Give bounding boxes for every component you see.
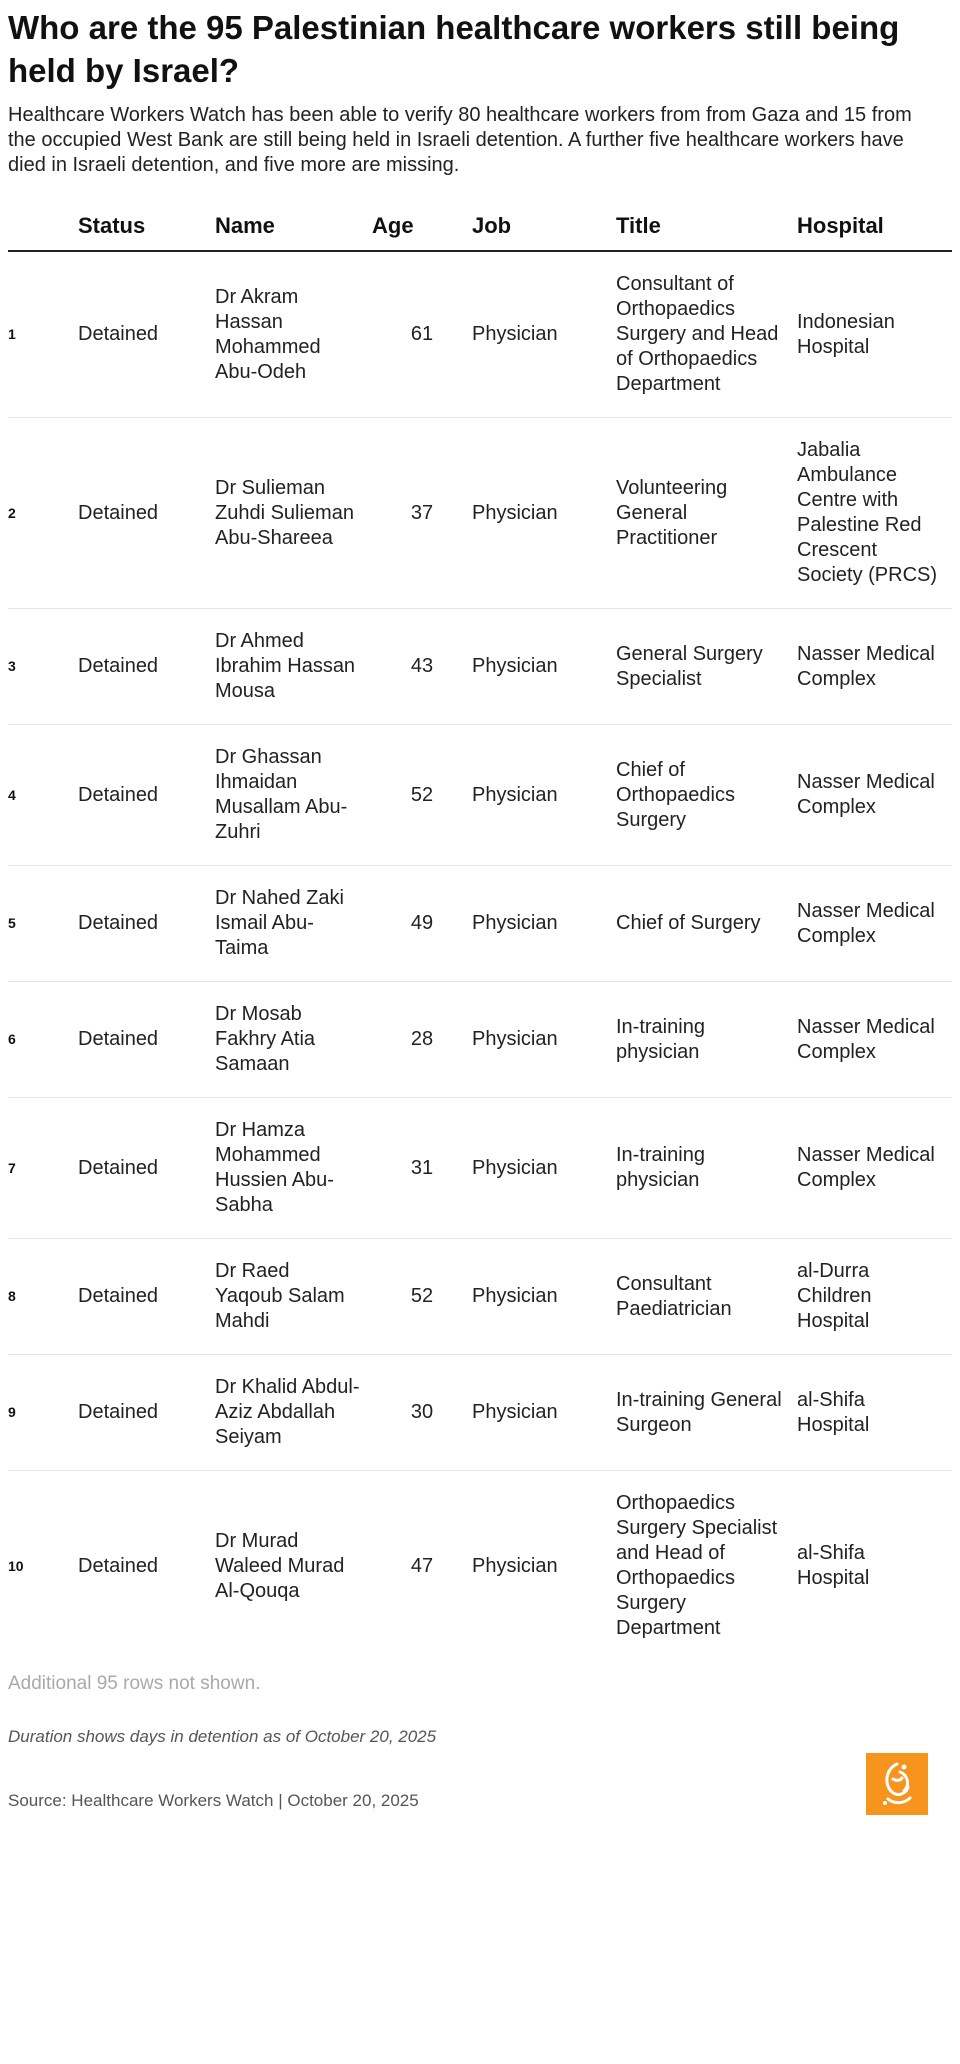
cell-title: Volunteering General Practitioner bbox=[616, 476, 728, 549]
cell-status: Detained bbox=[78, 982, 215, 1098]
cell-age: 47 bbox=[410, 1554, 434, 1577]
table-row bbox=[8, 866, 952, 982]
row-index: 9 bbox=[8, 1355, 78, 1471]
cell-status: Detained bbox=[78, 1239, 215, 1355]
column-header-name[interactable]: Name bbox=[215, 214, 372, 251]
cell-title: Chief of Orthopaedics Surgery bbox=[616, 758, 735, 831]
cell-hospital: al-Durra Children Hospital bbox=[797, 1260, 872, 1332]
cell-title: Chief of Surgery bbox=[616, 912, 761, 934]
page-title: Who are the 95 Palestinian healthcare workers still being held by Israel? bbox=[8, 9, 900, 89]
column-header-index bbox=[8, 214, 78, 251]
intro-text: Healthcare Workers Watch has been able to verify 80 healthcare workers from from Gaza and 15 from the occupied West Bank are still being held in Israeli detention. A further five healthcare workers have died in Israeli detention, and five more are missing. bbox=[8, 104, 912, 176]
cell-title: In-training General Surgeon bbox=[616, 1388, 782, 1436]
cell-hospital: Nasser Medical Complex bbox=[797, 1144, 935, 1191]
cell-status: Detained bbox=[78, 866, 215, 982]
cell-title: Consultant of Orthopaedics Surgery and Head of Orthopaedics Department bbox=[616, 273, 779, 395]
row-index: 4 bbox=[8, 725, 78, 866]
cell-job: Physician bbox=[472, 725, 616, 866]
cell-age: 52 bbox=[372, 725, 472, 866]
column-header-age[interactable]: Age bbox=[372, 214, 472, 251]
logo-mark-icon bbox=[874, 1759, 920, 1809]
source-text: Source: Healthcare Workers Watch | October 20, 2025 bbox=[8, 1791, 419, 1810]
cell-status: Detained bbox=[78, 1098, 215, 1239]
cell-age: 30 bbox=[372, 1355, 472, 1471]
cell-name: Dr Khalid Abdul-Aziz Abdallah Seiyam bbox=[215, 1376, 360, 1448]
table-row bbox=[8, 418, 952, 609]
detainees-table bbox=[8, 214, 952, 1661]
row-index: 2 bbox=[8, 418, 78, 609]
table-row bbox=[8, 982, 952, 1098]
cell-title: Consultant Paediatrician bbox=[616, 1272, 732, 1320]
cell-age: 31 bbox=[372, 1098, 472, 1239]
cell-job: Physician bbox=[472, 418, 616, 609]
cell-hospital: Indonesian Hospital bbox=[797, 310, 895, 358]
cell-name: Dr Akram Hassan Mohammed Abu-Odeh bbox=[215, 285, 321, 383]
row-index: 7 bbox=[8, 1098, 78, 1239]
cell-hospital: al-Shifa Hospital bbox=[797, 1388, 870, 1436]
table-row bbox=[8, 609, 952, 725]
cell-name: Dr Sulieman Zuhdi Sulieman Abu-Shareea bbox=[215, 476, 354, 549]
cell-hospital: Nasser Medical Complex bbox=[797, 771, 935, 818]
cell-name: Dr Hamza Mohammed Hussien Abu-Sabha bbox=[215, 1119, 334, 1216]
cell-age: 43 bbox=[372, 609, 472, 725]
table-header-row bbox=[8, 214, 952, 251]
cell-status: Detained bbox=[78, 251, 215, 418]
cell-hospital: Jabalia Ambulance Centre with Palestine Red Crescent Society (PRCS) bbox=[797, 439, 938, 586]
column-header-job[interactable]: Job bbox=[472, 214, 616, 251]
table-row bbox=[8, 1355, 952, 1471]
cell-job: Physician bbox=[472, 1554, 558, 1577]
cell-job: Physician bbox=[472, 1355, 616, 1471]
row-index: 3 bbox=[8, 609, 78, 725]
cell-status: Detained bbox=[78, 1554, 159, 1577]
cell-job: Physician bbox=[472, 982, 616, 1098]
cell-title: General Surgery Specialist bbox=[616, 642, 763, 690]
cell-age: 37 bbox=[372, 418, 472, 609]
cell-status: Detained bbox=[78, 609, 215, 725]
table-row bbox=[8, 725, 952, 866]
cell-status: Detained bbox=[78, 418, 215, 609]
cell-title: In-training physician bbox=[616, 1015, 705, 1063]
cell-title: In-training physician bbox=[616, 1144, 705, 1191]
cell-hospital: Nasser Medical Complex bbox=[797, 1015, 935, 1063]
row-index: 6 bbox=[8, 982, 78, 1098]
cell-age: 28 bbox=[372, 982, 472, 1098]
cell-name: Dr Raed Yaqoub Salam Mahdi bbox=[215, 1260, 345, 1332]
row-index: 1 bbox=[8, 251, 78, 418]
more-rows-note: Additional 95 rows not shown. bbox=[8, 1673, 261, 1694]
cell-age: 52 bbox=[372, 1239, 472, 1355]
table-row bbox=[8, 251, 952, 418]
cell-hospital: Nasser Medical Complex bbox=[797, 899, 935, 947]
cell-job: Physician bbox=[472, 609, 616, 725]
cell-hospital: Nasser Medical Complex bbox=[797, 642, 935, 690]
column-header-title[interactable]: Title bbox=[616, 214, 797, 251]
column-header-status[interactable]: Status bbox=[78, 214, 215, 251]
cell-status: Detained bbox=[78, 1355, 215, 1471]
footer bbox=[8, 1781, 944, 1811]
cell-name: Dr Mosab Fakhry Atia Samaan bbox=[215, 1003, 316, 1075]
table-row bbox=[8, 1471, 952, 1662]
duration-note: Duration shows days in detention as of October 20, 2025 bbox=[8, 1727, 437, 1746]
cell-name: Dr Ghassan Ihmaidan Musallam Abu-Zuhri bbox=[215, 746, 348, 843]
column-header-hospital[interactable]: Hospital bbox=[797, 214, 952, 251]
row-index: 10 bbox=[8, 1557, 24, 1574]
table-row bbox=[8, 1239, 952, 1355]
cell-age: 49 bbox=[372, 866, 472, 982]
cell-job: Physician bbox=[472, 251, 616, 418]
cell-age: 61 bbox=[372, 251, 472, 418]
al-jazeera-logo-icon bbox=[866, 1753, 928, 1815]
cell-title: Orthopaedics Surgery Specialist and Head of Orthopaedics Surgery Department bbox=[616, 1492, 778, 1639]
cell-job: Physician bbox=[472, 1239, 616, 1355]
table-row bbox=[8, 1098, 952, 1239]
cell-name: Dr Nahed Zaki Ismail Abu-Taima bbox=[215, 887, 344, 959]
row-index: 5 bbox=[8, 866, 78, 982]
cell-status: Detained bbox=[78, 725, 215, 866]
row-index: 8 bbox=[8, 1239, 78, 1355]
cell-hospital: al-Shifa Hospital bbox=[797, 1542, 870, 1589]
cell-name: Dr Ahmed Ibrahim Hassan Mousa bbox=[215, 630, 356, 702]
cell-job: Physician bbox=[472, 866, 616, 982]
cell-name: Dr Murad Waleed Murad Al-Qouqa bbox=[215, 1529, 345, 1602]
cell-job: Physician bbox=[472, 1098, 616, 1239]
